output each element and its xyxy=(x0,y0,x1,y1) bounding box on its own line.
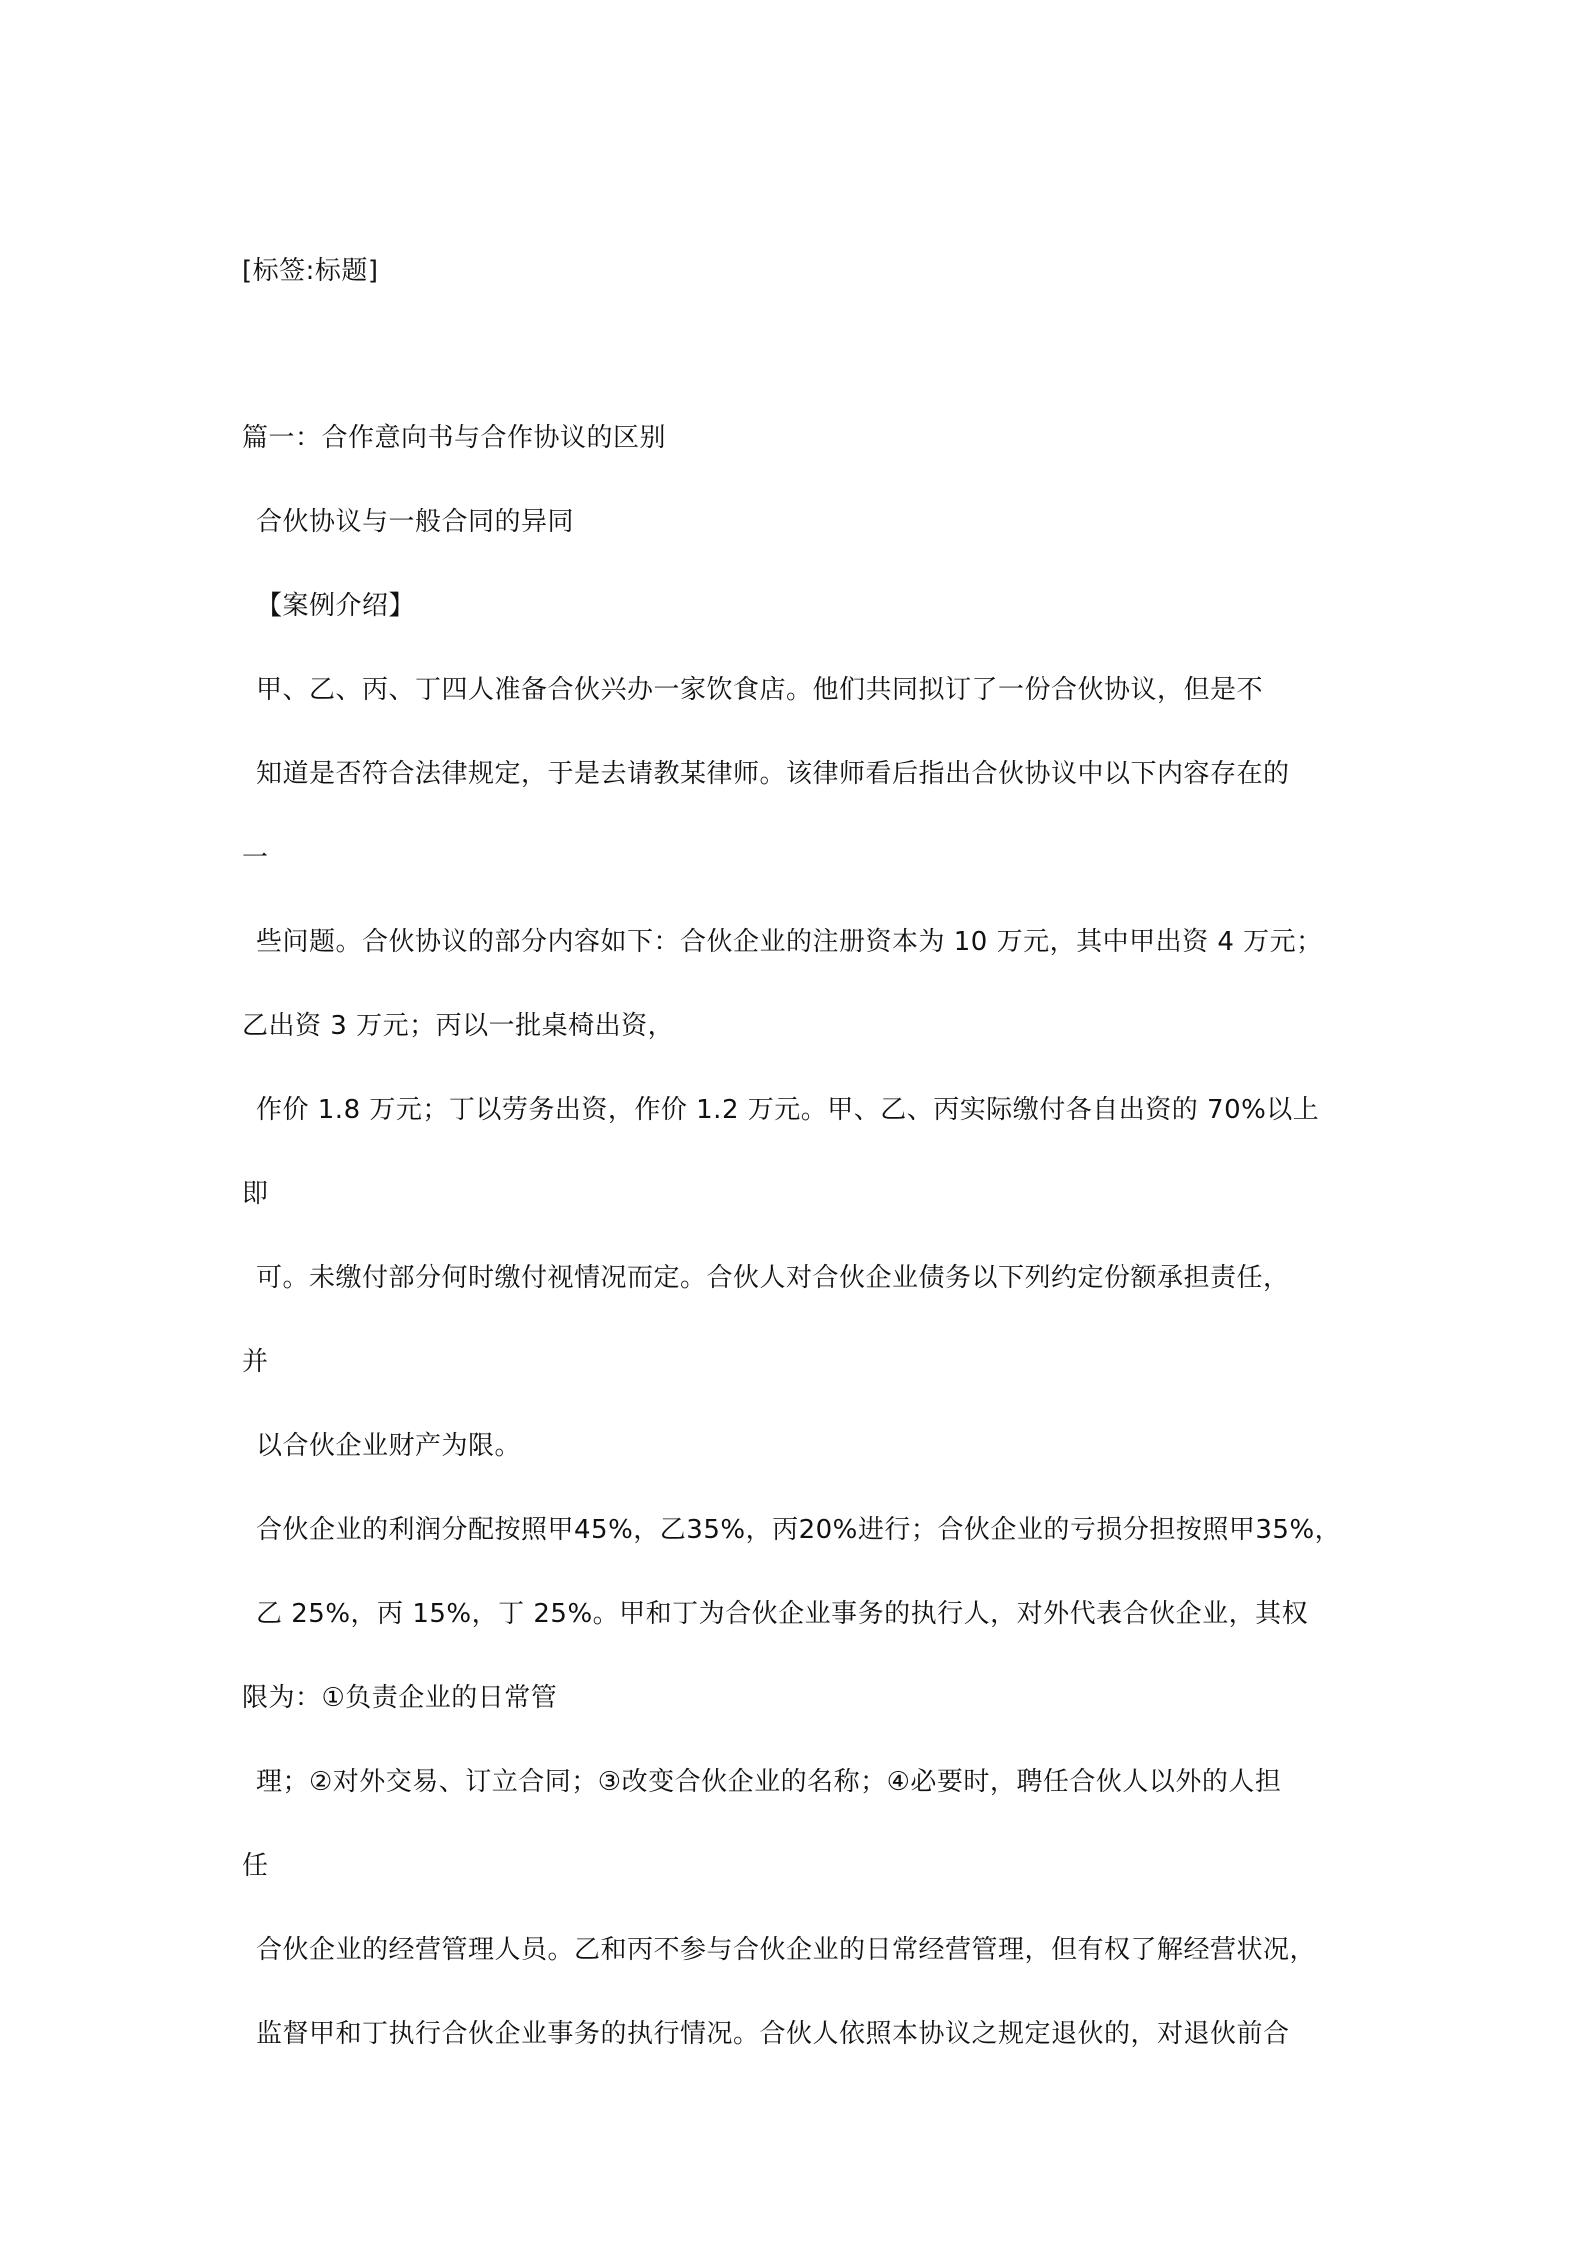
paragraph-line: 知道是否符合法律规定，于是去请教某律师。该律师看后指出合伙协议中以下内容存在的 xyxy=(256,759,1290,789)
paragraph-line: 监督甲和丁执行合伙企业事务的执行情况。合伙人依照本协议之规定退伙的，对退伙前合 xyxy=(256,2019,1290,2049)
case-heading: 【案例介绍】 xyxy=(256,591,416,621)
section-title: 合伙协议与一般合同的异同 xyxy=(256,507,575,537)
paragraph-line: 以合伙企业财产为限。 xyxy=(256,1431,522,1461)
tag-label: [标签:标题] xyxy=(242,256,379,286)
paragraph-line: 限为：①负责企业的日常管 xyxy=(242,1683,558,1713)
paragraph-line: 些问题。合伙协议的部分内容如下：合伙企业的注册资本为 10 万元，其中甲出资 4 万元； xyxy=(256,927,1323,957)
paragraph-line: 并 xyxy=(242,1347,269,1377)
paragraph-line: 作价 1.8 万元；丁以劳务出资，作价 1.2 万元。甲、乙、丙实际缴付各自出资的 70%以上 xyxy=(256,1095,1320,1125)
paragraph-line: 甲、乙、丙、丁四人准备合伙兴办一家饮食店。他们共同拟订了一份合伙协议，但是不 xyxy=(256,675,1264,705)
paragraph-line: 即 xyxy=(242,1179,269,1209)
chapter-title: 篇一：合作意向书与合作协议的区别 xyxy=(242,423,667,453)
paragraph-line: 乙出资 3 万元；丙以一批桌椅出资， xyxy=(242,1011,675,1041)
paragraph-line: 乙 25%，丙 15%，丁 25%。甲和丁为合伙企业事务的执行人，对外代表合伙企业，其权 xyxy=(256,1599,1309,1629)
paragraph-line: 合伙企业的经营管理人员。乙和丙不参与合伙企业的日常经营管理，但有权了解经营状况， xyxy=(256,1935,1317,1965)
paragraph-line: 任 xyxy=(242,1851,269,1881)
paragraph-line: 可。未缴付部分何时缴付视情况而定。合伙人对合伙企业债务以下列约定份额承担责任， xyxy=(256,1263,1290,1293)
paragraph-line: 理；②对外交易、订立合同；③改变合伙企业的名称；④必要时，聘任合伙人以外的人担 xyxy=(256,1767,1282,1797)
paragraph-line: 一 xyxy=(242,843,269,873)
paragraph-line: 合伙企业的利润分配按照甲45%，乙35%，丙20%进行；合伙企业的亏损分担按照甲35%， xyxy=(256,1515,1342,1545)
